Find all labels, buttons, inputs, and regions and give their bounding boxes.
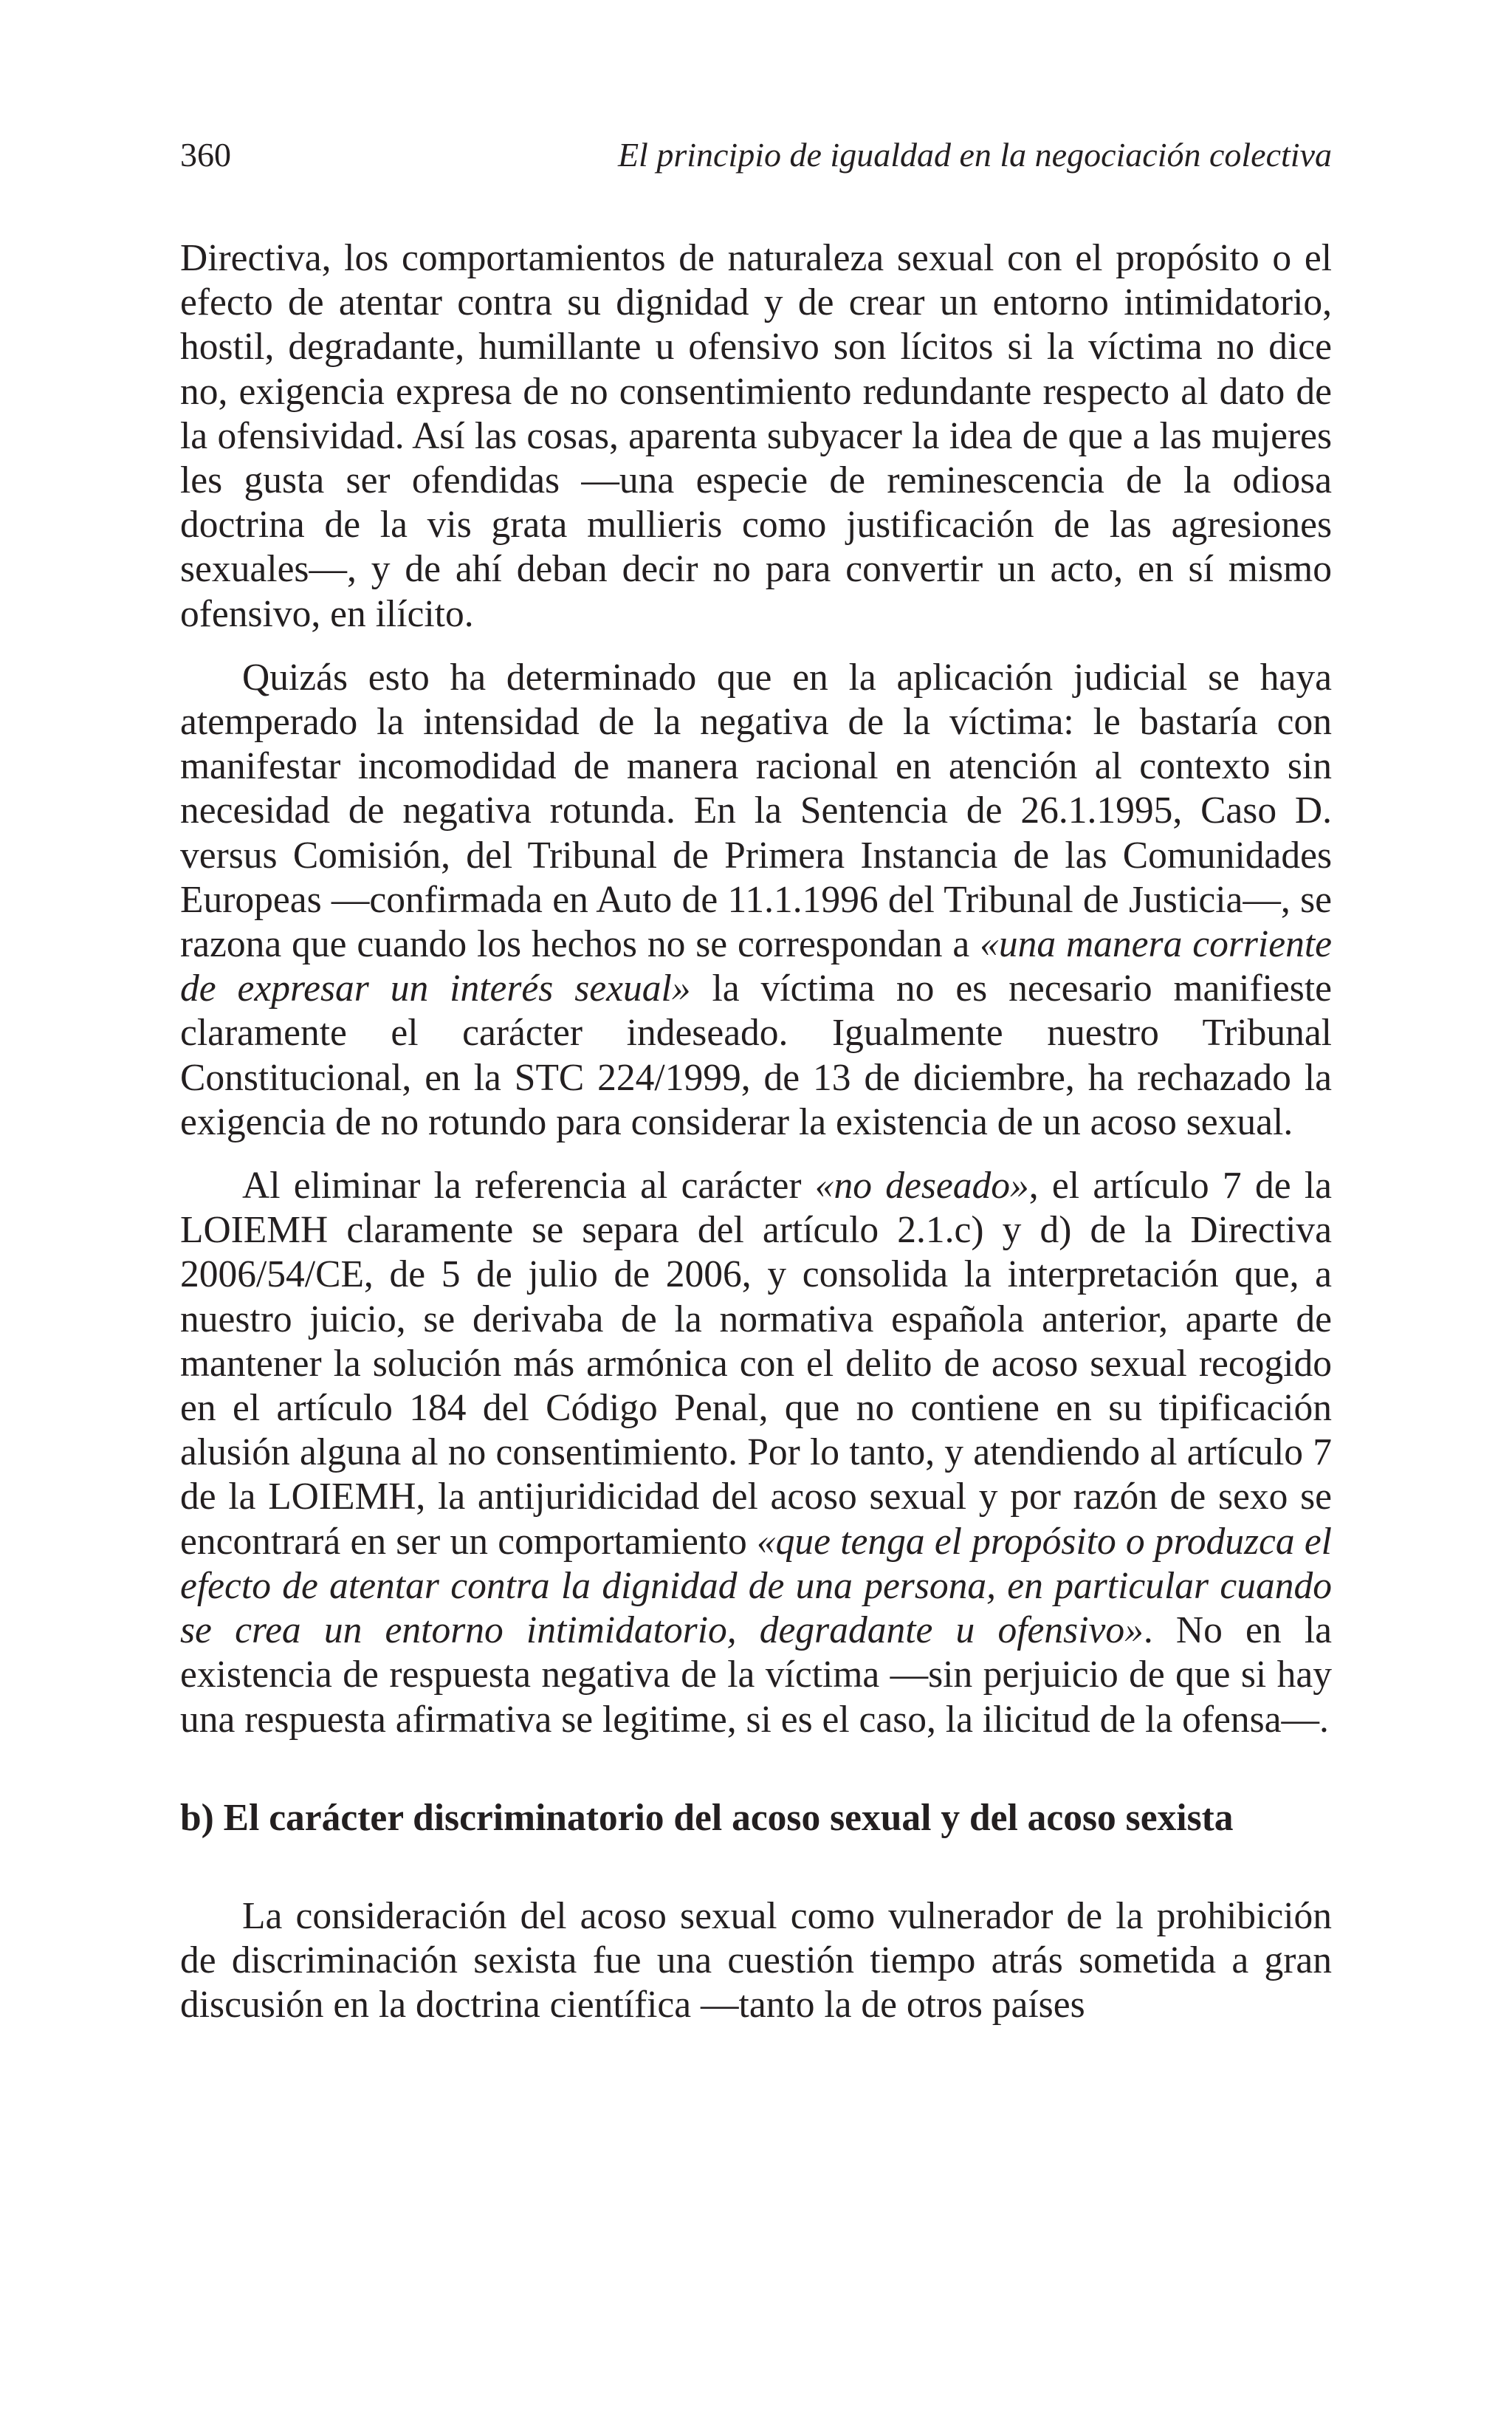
paragraph-2-text-after: la víctima no es necesario manifieste claramente el carácter indeseado. Igualmente nuestro Tribunal Constitucional, en la STC 224/1999, de 13 de diciembre, ha rechazado la exigencia de no rotundo para considerar la existencia de un acoso sexual. <box>180 967 1332 1143</box>
paragraph-3 <box>180 1164 1332 1742</box>
paragraph-3-text-after: . No en la existencia de respuesta negativa de la víctima —sin perjuicio de que si hay una respuesta afirmativa se legitime, si es el caso, la ilicitud de la ofensa—. <box>180 1609 1333 1741</box>
paragraph-3-text-before: Al eliminar la referencia al carácter <box>242 1165 815 1207</box>
paragraph-3-quote-1: «no deseado» <box>814 1165 1029 1207</box>
page-number: 360 <box>180 136 231 174</box>
paragraph-2-quote: «una manera corriente de expresar un interés sexual» <box>180 923 1332 1010</box>
paragraph-3-quote-2: «que tenga el propósito o produzca el efecto de atentar contra la dignidad de una persona, en particular cuando se crea un entorno intimidatorio, degradante u ofensivo» <box>180 1520 1332 1652</box>
paragraph-3-text-middle: , el artículo 7 de la LOIEMH claramente se separa del artículo 2.1.c) y d) de la Directiva 2006/54/CE, de 5 de julio de 2006, y consolida la interpretación que, a nuestro juicio, se derivaba de la normativa española anterior, aparte de mantener la solución más armónica con el delito de acoso sexual recogido en el artículo 184 del Código Penal, que no contiene en su tipificación alusión alguna al no consentimiento. Por lo tanto, y atendiendo al artículo 7 de la LOIEMH, la antijuridicidad del acoso sexual y por razón de sexo se encontrará en ser un comportamiento <box>180 1165 1332 1563</box>
paragraph-1 <box>180 236 1332 637</box>
paragraph-1-text: Directiva, los comportamientos de naturaleza sexual con el propósito o el efecto de atentar contra su dignidad y de crear un entorno intimidatorio, hostil, degradante, humillante u ofensivo son lícitos si la víctima no dice no, exigencia expresa de no consentimiento redundante respecto al dato de la ofensividad. Así las cosas, aparenta subyacer la idea de que a las mujeres les gusta ser ofendidas —una especie de reminescencia de la odiosa doctrina de la vis grata mullieris como justificación de las agresiones sexuales—, y de ahí deban decir no para convertir un acto, en sí mismo ofensivo, en ilícito. <box>180 237 1332 635</box>
body-text <box>180 236 1332 2027</box>
book-page <box>180 133 1332 2027</box>
paragraph-2-text-before: Quizás esto ha determinado que en la aplicación judicial se haya atemperado la intensidad de la negativa de la víctima: le bastaría con manifestar incomodidad de manera racional en atención al contexto sin necesidad de negativa rotunda. En la Sentencia de 26.1.1995, Caso D. versus Comisión, del Tribunal de Primera Instancia de las Comunidades Europeas —confirmada en Auto de 11.1.1996 del Tribunal de Justicia—, se razona que cuando los hechos no se correspondan a <box>180 656 1332 966</box>
section-paragraph-1 <box>180 1894 1332 2028</box>
paragraph-2 <box>180 656 1332 1145</box>
section-body <box>180 1894 1332 2028</box>
section-heading: b) El carácter discriminatorio del acoso sexual y del acoso sexista <box>180 1796 1234 1839</box>
book-title: El principio de igualdad en la negociación colectiva <box>617 136 1332 174</box>
running-head <box>180 133 1332 177</box>
section-paragraph-1-text: La consideración del acoso sexual como vulnerador de la prohibición de discriminación sexista fue una cuestión tiempo atrás sometida a gran discusión en la doctrina científica —tanto la de otros países <box>180 1894 1332 2026</box>
